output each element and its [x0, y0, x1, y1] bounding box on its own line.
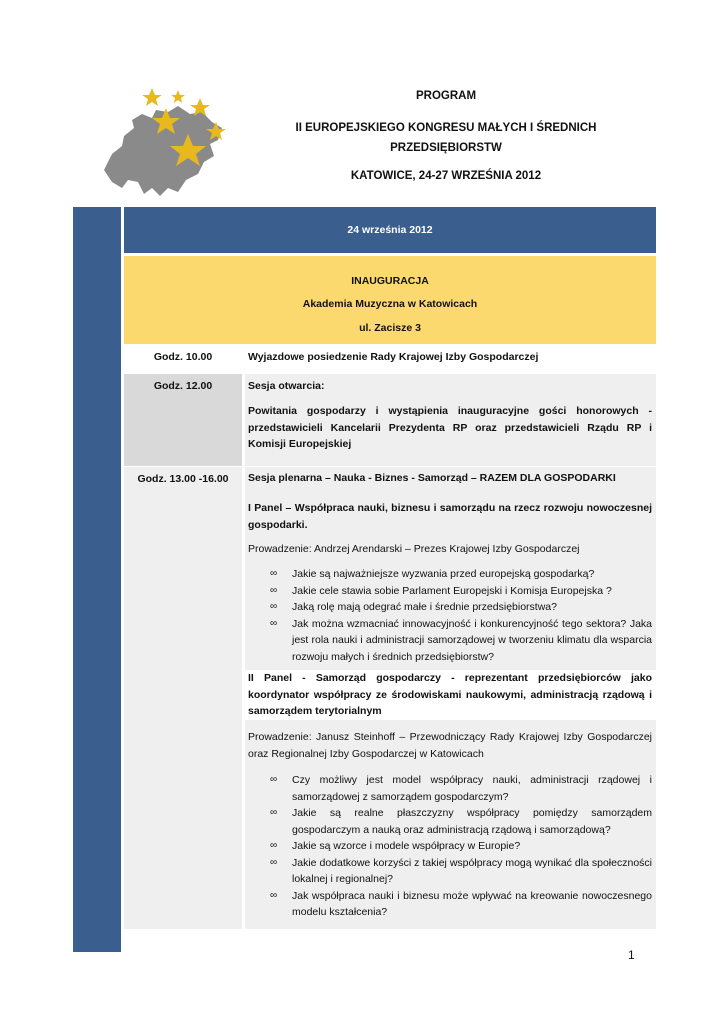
- bullet-icon: ∞: [270, 601, 278, 612]
- list-item: ∞ Jakie są najważniejsze wyzwania przed europejską gospodarką?: [248, 566, 652, 583]
- list-item: ∞ Jak można wzmacniać innowacyjność i konkurencyjność tego sektora? Jaka jest rola nauki i administracji samorządowej w tworzeniu klimatu dla wsparcia rozwoju małych i średnich przedsiębiorstw?: [270, 617, 652, 663]
- star-icon: [142, 88, 162, 106]
- bullet-icon: ∞: [270, 807, 278, 818]
- list-item: ∞ Czy możliwy jest model współpracy nauki, administracji rządowej i samorządowej z samorządem gospodarczym?: [270, 774, 652, 803]
- congress-title-line1: II EUROPEJSKIEGO KONGRESU MAŁYCH I ŚREDNICH: [295, 122, 597, 134]
- list-item: ∞ Jakie dodatkowe korzyści z takiej współpracy mogą wynikać dla społeczności lokalnej i regionalnej?: [270, 856, 652, 885]
- session-time: Godz. 12.00: [124, 374, 242, 466]
- day-header: 24 września 2012: [124, 207, 656, 253]
- bullet-icon: ∞: [270, 568, 278, 579]
- session-time: Godz. 13.00 -16.00: [124, 467, 242, 929]
- session-title: Sesja otwarcia:: [248, 380, 325, 392]
- list-item: ∞ Jaką rolę mają odegrać małe i średnie przedsiębiorstwa?: [248, 599, 652, 616]
- panel-title: II Panel - Samorząd gospodarczy - reprezentant przedsiębiorców jako koordynator współpracy ze środowiskami naukowymi, administracją rządową i samorządem terytorialnym: [245, 670, 656, 720]
- session-title: Sesja plenarna – Nauka - Biznes - Samorząd – RAZEM DLA GOSPODARKI: [248, 472, 616, 484]
- inauguration-block: [124, 256, 656, 344]
- session-title: Wyjazdowe posiedzenie Rady Krajowej Izby Gospodarczej: [248, 351, 539, 363]
- congress-logo: [94, 84, 244, 202]
- list-item: ∞ Jak współpraca nauki i biznesu może wpływać na kreowanie nowoczesnego modelu kształcenia?: [270, 889, 652, 918]
- page-number: 1: [628, 948, 635, 962]
- list-item: ∞ Jakie cele stawia sobie Parlament Europejski i Komisja Europejska ?: [248, 583, 652, 600]
- session-time: Godz. 10.00: [153, 351, 213, 363]
- list-item: ∞ Jakie są wzorce i modele współpracy w Europie?: [248, 838, 652, 855]
- location-dates: KATOWICE, 24-27 WRZEŚNIA 2012: [350, 170, 542, 182]
- congress-title-line2: PRZEDSIĘBIORSTW: [390, 142, 502, 154]
- program-heading: PROGRAM: [415, 90, 477, 102]
- inauguration-title: INAUGURACJA: [351, 275, 429, 287]
- inauguration-address: ul. Zacisze 3: [359, 322, 421, 334]
- bullet-icon: ∞: [270, 617, 278, 629]
- panel-moderator: Prowadzenie: Janusz Steinhoff – Przewodniczący Rady Krajowej Izby Gospodarczej oraz Regionalnej Izby Gospodarczej w Katowicach: [248, 731, 652, 760]
- left-color-bar: [73, 207, 121, 952]
- congress-title: [262, 118, 630, 158]
- bullet-icon: ∞: [270, 840, 278, 851]
- panel-title: I Panel – Współpraca nauki, biznesu i samorządu na rzecz rozwoju nowoczesnej gospodarki.: [248, 502, 652, 531]
- bullet-icon: ∞: [270, 856, 278, 868]
- session-description: Powitania gospodarzy i wystąpienia inauguracyjne gości honorowych - przedstawicieli Kancelarii Prezydenta RP oraz przedstawicieli Rządu RP i Komisji Europejskiej: [248, 405, 652, 450]
- panel-questions: [248, 566, 652, 665]
- star-icon: [171, 90, 185, 103]
- session-content: [248, 470, 652, 926]
- bullet-icon: ∞: [270, 889, 278, 901]
- bullet-icon: ∞: [270, 774, 278, 785]
- session-content: [248, 378, 652, 464]
- panel-questions: [248, 772, 652, 921]
- inauguration-venue: Akademia Muzyczna w Katowicach: [302, 298, 478, 310]
- bullet-icon: ∞: [270, 584, 278, 596]
- panel-moderator: Prowadzenie: Andrzej Arendarski – Prezes Krajowej Izby Gospodarczej: [248, 543, 580, 555]
- list-item: ∞ Jakie są realne płaszczyzny współpracy pomiędzy samorządem gospodarczym a nauką oraz administracją rządową i samorządową?: [270, 807, 652, 836]
